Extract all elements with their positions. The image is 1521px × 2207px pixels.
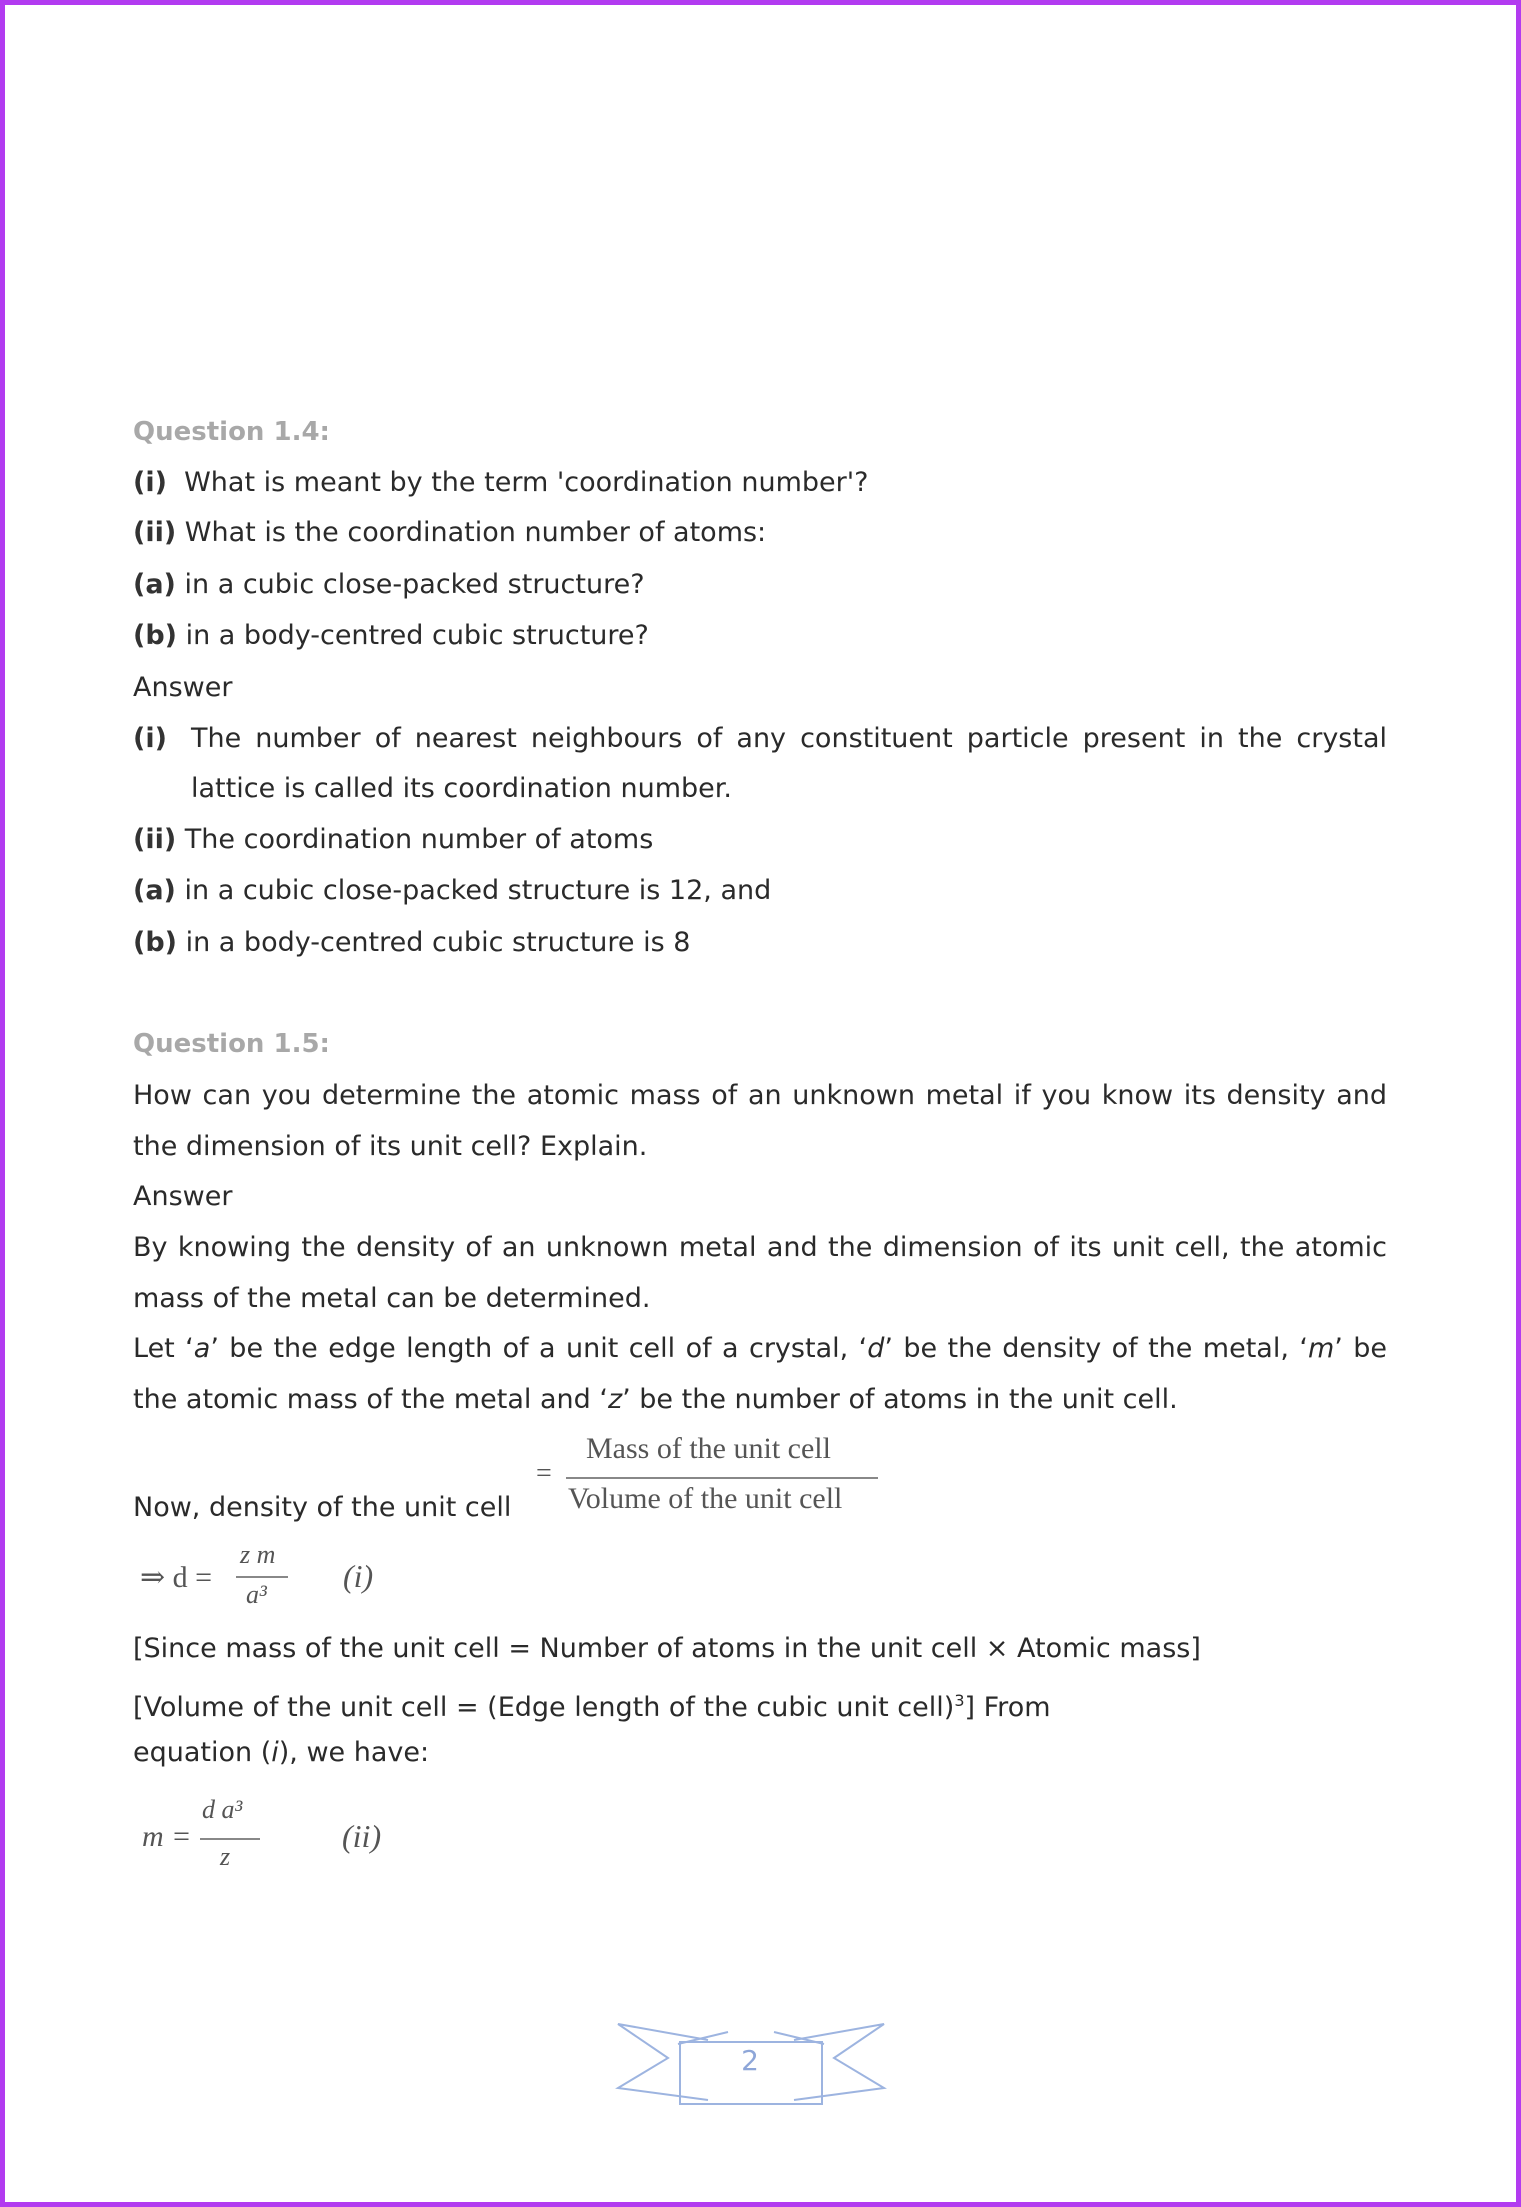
item-label: (ii) [133, 824, 177, 855]
var-z: z [607, 1384, 623, 1415]
equation-1-numerator: z m [240, 1540, 276, 1569]
equals-sign: = [536, 1458, 552, 1489]
equation-line [133, 1736, 1387, 1770]
volume-line [133, 1684, 1387, 1725]
question-1-4-heading: Question 1.4: [133, 417, 330, 447]
item-label: (i) [133, 467, 167, 498]
variables-line [133, 1332, 1387, 1366]
answer-line [133, 926, 1387, 960]
item-text: The coordination number of atoms [184, 824, 654, 855]
text-run: ), we have: [278, 1737, 430, 1768]
answer-text: By knowing the density of an unknown metal and the dimension of its unit cell, the atomic [133, 1232, 1387, 1263]
item-text: in a cubic close-packed structure? [184, 569, 645, 600]
text-run: Let ‘ [133, 1333, 194, 1364]
equation-1-denominator: a³ [246, 1580, 267, 1609]
question-text: How can you determine the atomic mass of an unknown metal if you know its density and [133, 1080, 1387, 1111]
answer-label: Answer [133, 1181, 233, 1212]
equation-2-lhs: m = [142, 1820, 192, 1853]
equation-1-tag: (i) [343, 1558, 374, 1594]
item-label: (b) [133, 620, 178, 651]
equation-2-numerator: d a³ [202, 1795, 243, 1824]
item-label: (ii) [133, 517, 177, 548]
var-i: i [271, 1737, 279, 1768]
answer-line [133, 823, 1387, 857]
answer-label: Answer [133, 672, 233, 703]
question-line [133, 568, 1387, 602]
page-number: 2 [741, 2044, 759, 2077]
item-text: What is the coordination number of atoms: [184, 517, 767, 548]
text-run: the atomic mass of the metal and ‘ [133, 1384, 608, 1415]
question-line [133, 466, 1387, 500]
answer-text: mass of the metal can be determined. [133, 1283, 651, 1314]
item-label: (a) [133, 569, 176, 600]
item-text: in a body-centred cubic structure is 8 [185, 927, 691, 958]
equation-2-tag: (ii) [342, 1818, 382, 1854]
text-run: ’ be the density of the metal, ‘ [884, 1333, 1308, 1364]
superscript: 3 [954, 1691, 965, 1710]
text-run: ] From [964, 1692, 1051, 1723]
text-run: [Volume of the unit cell = (Edge length of the cubic unit cell) [133, 1692, 955, 1723]
question-line [133, 516, 1387, 550]
text-run: ’ be [1334, 1333, 1387, 1364]
item-label: (b) [133, 927, 178, 958]
question-1-5-heading: Question 1.5: [133, 1029, 330, 1059]
fraction-denominator: Volume of the unit cell [568, 1482, 843, 1515]
fraction-bar [236, 1576, 288, 1578]
question-text: the dimension of its unit cell? Explain. [133, 1131, 648, 1162]
text-run: equation ( [133, 1737, 272, 1768]
variables-line [133, 1383, 1387, 1417]
item-label: (a) [133, 875, 176, 906]
equation-1-lhs: ⇒ d = [140, 1561, 213, 1594]
var-m: m [1307, 1333, 1335, 1364]
item-text: in a cubic close-packed structure is 12, and [184, 875, 772, 906]
fraction-bar [566, 1477, 878, 1479]
item-text: What is meant by the term 'coordination number'? [184, 467, 869, 498]
density-line: Now, density of the unit cell [133, 1492, 512, 1523]
fraction-bar [200, 1838, 260, 1840]
question-line [133, 619, 1387, 653]
equation-2-denominator: z [220, 1842, 231, 1871]
item-text: in a body-centred cubic structure? [185, 620, 649, 651]
text-run: ’ be the edge length of a unit cell of a crystal, ‘ [210, 1333, 868, 1364]
var-d: d [867, 1333, 885, 1364]
since-line: [Since mass of the unit cell = Number of atoms in the unit cell × Atomic mass] [133, 1633, 1201, 1664]
fraction-numerator: Mass of the unit cell [586, 1432, 831, 1465]
answer-text: lattice is called its coordination number. [191, 773, 732, 804]
item-label: (i) [133, 723, 167, 754]
answer-line [133, 874, 1387, 908]
answer-text: The number of nearest neighbours of any constituent particle present in the crystal [191, 723, 1387, 754]
text-run: ’ be the number of atoms in the unit cell. [622, 1384, 1178, 1415]
var-a: a [193, 1333, 211, 1364]
